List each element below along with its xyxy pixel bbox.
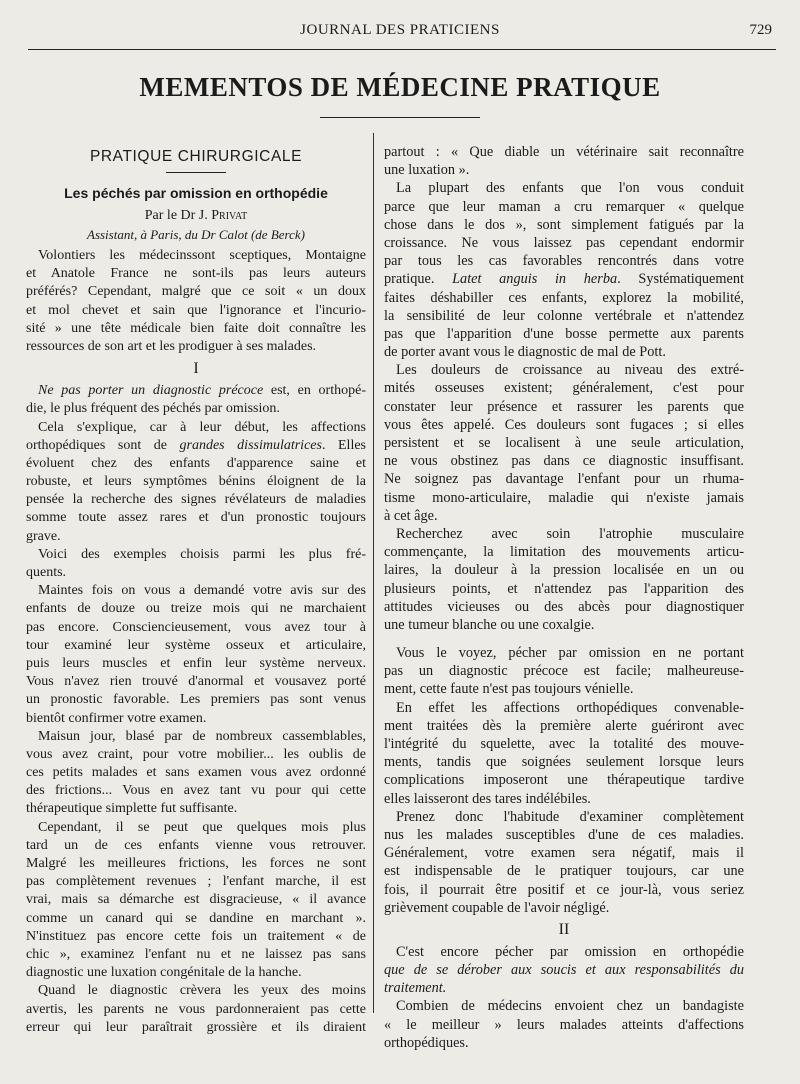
text-line: pas complètement revenues ; l'enfant marche, il est <box>26 874 366 890</box>
header-rule <box>28 49 776 50</box>
text-line: vrai, mais sa démarche est disgracieuse, « il avance <box>26 892 366 908</box>
text-line: fois, il pourrait être positif et ce jour-là, vous seriez <box>384 881 744 898</box>
text-line: bientôt confirmer votre examen. <box>26 710 207 726</box>
text-line: évoluent chez des enfants d'apparence saine et <box>26 455 366 471</box>
section-numeral: II <box>558 920 570 938</box>
section-heading: PRATIQUE CHIRURGICALE <box>89 148 303 165</box>
section-rule <box>166 172 226 173</box>
text-line: grièvement coupable de l'avoir négligé. <box>384 899 610 916</box>
paragraph <box>384 361 744 525</box>
paragraph <box>384 699 744 808</box>
text-line: commençante, la limitation des mouvements articu- <box>384 544 744 561</box>
text-line: préférés? Cependant, malgré que ce soit « un doux <box>26 284 366 300</box>
author-affiliation: Assistant, à Paris, du Dr Calot (de Berck) <box>87 227 305 242</box>
paragraph <box>26 982 366 1037</box>
text-line: Généralement, votre examen sera négatif, mais il <box>384 845 744 862</box>
text-line: et mol chevet et sain que l'ignorance et l'incurio- <box>26 302 366 318</box>
text-line: constater leur présence et rassurer les parents que <box>384 398 744 415</box>
page-title: MEMENTOS DE MÉDECINE PRATIQUE <box>139 72 661 102</box>
emphasis-line: que de se dérober aux soucis et aux responsabilités du <box>384 962 744 979</box>
text-line: Volontiers les médecinssont sceptiques, Montaigne <box>38 248 366 263</box>
text-line: pas encore. Consciencieusement, vous avez tour à <box>26 619 366 635</box>
text-line: partout : « Que diable un vétérinaire sait reconnaître <box>384 144 744 160</box>
right-column <box>384 143 744 1052</box>
text-line: tisme mono-articulaire, maladie qui n'existe jamais <box>384 489 744 506</box>
text-line: par tous les cas favorables rencontrés dans votre <box>384 253 744 270</box>
text-line: die, le plus fréquent des péchés par omission. <box>26 401 280 417</box>
left-column <box>26 140 366 1037</box>
text-line: chic », examinez l'enfant nu et ne laissez pas sans <box>26 946 366 962</box>
emphasis: grandes dissimulatrices <box>179 437 322 453</box>
text-line: grave. <box>26 528 61 544</box>
text-line: une luxation ». <box>384 162 470 179</box>
text-run: . Elles <box>321 437 366 453</box>
text-line: vous êtes appelé. Ces douleurs sont fugaces ; si elles <box>384 416 744 433</box>
paragraph <box>26 382 366 418</box>
text-line: de porter avant vous le diagnostic de mal de Pott. <box>384 344 666 361</box>
text-line: Prenez donc l'habitude d'examiner complètement <box>396 808 744 825</box>
paragraph <box>384 143 744 179</box>
text-line: ne vous obstinez pas dans ce diagnostic insuffisant. <box>384 453 744 470</box>
text-line: robuste, et leurs symptômes bénins éloignent de la <box>26 474 366 490</box>
paragraph <box>384 525 744 634</box>
text-line: Cependant, il se peut que quelques mois plus <box>38 819 366 835</box>
text-run: orthopédiques sont de <box>26 437 180 453</box>
text-line: l'intégrité du squelette, avec la totalité des mouve- <box>384 736 744 752</box>
text-line: Recherchez avec soin l'atrophie musculaire <box>396 525 744 542</box>
text-line: ressources de son art et les prodiguer à ses malades. <box>26 338 317 354</box>
text-line: parce que leur maman a cru remarquer « quelque <box>384 198 744 215</box>
text-line: complications imposeront une thérapeutique tardive <box>384 772 744 789</box>
text-line: Vous le voyez, pécher par omission en ne portant <box>396 645 744 662</box>
text-line: pensée la recherche des signes révélateurs de maladies <box>26 492 366 508</box>
text-line: Maintes fois on vous a demandé votre avis sur des <box>38 583 366 599</box>
paragraph <box>384 179 744 361</box>
section-numeral: I <box>193 360 199 378</box>
text-line: ment traitées dès la première alerte guériront avec <box>384 717 744 734</box>
paragraph-gap <box>384 634 744 644</box>
text-line: et Anatole France ne sont-ils pas leurs auteurs <box>26 266 366 282</box>
paragraph <box>384 943 744 998</box>
paragraph <box>384 997 744 1052</box>
text-line: « le meilleur » leurs malades atteints d'affections <box>384 1016 744 1033</box>
text-line: vous avez craint, pour votre mobilier... les oublis de <box>26 746 366 762</box>
page-number: 729 <box>749 22 772 38</box>
text-line: ments, tandis que soignées seulement lorsque leurs <box>384 754 744 771</box>
text-line: un pronostic favorable. Les premiers pas sont venus <box>26 692 366 708</box>
text-line: N'instituez pas encore cette fois un traitement « de <box>26 928 366 944</box>
text-line: La plupart des enfants que l'on vous conduit <box>396 180 744 197</box>
text-line: ment, cette faute n'est pas toujours vénielle. <box>384 681 634 698</box>
text-line: Maisun jour, blasé par de nombreux cassemblables, <box>38 728 366 744</box>
text-line: comme un canard qui se dandine en marchant ». <box>26 910 366 926</box>
text-line: pas un diagnostic précoce est facile; malheureuse- <box>384 663 744 680</box>
text-line: quents. <box>26 565 67 580</box>
paragraph <box>26 728 366 819</box>
title-rule <box>320 117 480 118</box>
text-line: chose dans le dos », sont simplement fatigués par la <box>384 216 744 233</box>
text-run: pratique. <box>384 271 453 288</box>
text-line: tour examiné leur système osseux et articulaire, <box>26 637 366 653</box>
text-line: pas que l'apparition d'une bosse permette aux parents <box>384 325 744 342</box>
paragraph <box>26 546 366 582</box>
text-line: nus les malades susceptibles d'une de ces maladies. <box>384 826 744 843</box>
text-line: des frictions... Vous en avez tant vu pour qui cette <box>26 783 366 799</box>
paragraph <box>26 819 366 983</box>
text-line: Voici des exemples choisis parmi les plus fré- <box>38 546 366 562</box>
text-line <box>384 270 744 288</box>
paragraph <box>26 247 366 356</box>
text-line: attitudes vicieuses ou des abcès pour diagnostiquer <box>384 598 744 615</box>
text-line: croissance. Ne vous laissez pas cependant endormir <box>384 234 744 251</box>
paragraph <box>384 808 744 917</box>
text-line: Combien de médecins envoient chez un bandagiste <box>396 998 744 1015</box>
running-head <box>28 22 772 44</box>
text-line: C'est encore pécher par omission en orthopédie <box>396 943 744 960</box>
text-line: Malgré les meilleures frictions, les forces ne sont <box>26 856 366 871</box>
text-line: mités osseuses existent; généralement, c'est pour <box>384 380 744 397</box>
text-line: enfants de douze ou treize mois qui ne marchaient <box>26 601 366 617</box>
text-line: est indispensable de le pratiquer toujours, car une <box>384 863 744 880</box>
text-run: . Systématiquement <box>617 271 744 288</box>
article-title: Les péchés par omission en orthopédie <box>64 185 328 201</box>
text-line: diagnostic une luxation congénitale de la hanche. <box>26 965 302 981</box>
text-line: Ne soignez pas davantage l'enfant pour un rhuma- <box>384 471 744 488</box>
text-line: somme toute assez rares et d'un pronostic toujours <box>26 510 366 526</box>
emphasis-line: traitement. <box>384 980 447 997</box>
text-line: avertis, les parents ne vous pardonneraient pas cette <box>26 1001 366 1017</box>
text-line: sité » une tête médicale bien faite doit connaître les <box>26 320 366 336</box>
emphasis: Latet anguis in herba <box>452 271 618 288</box>
column-divider <box>373 133 374 1013</box>
text-line: thérapeutique simplette fut suffisante. <box>26 801 238 817</box>
text-line <box>26 382 366 400</box>
emphasis: Ne pas porter un diagnostic précoce <box>38 383 264 399</box>
text-line: Cela s'explique, car à leur début, les affections <box>38 419 366 435</box>
text-line: tard un de ces enfants vienne vous retrouver. <box>26 837 366 853</box>
text-line: orthopédiques. <box>384 1034 469 1051</box>
author-name: Privat <box>211 208 248 223</box>
text-line: elles laisseront des tares indélébiles. <box>384 790 591 807</box>
journal-name: JOURNAL DES PRATICIENS <box>300 22 500 38</box>
text-line: En effet les affections orthopédiques convenable- <box>396 699 744 716</box>
text-line: persistent et se localisent à une seule articulation, <box>384 435 744 451</box>
text-line: faites déshabiller ces enfants, explorez la mobilité, <box>384 289 744 306</box>
text-line: puis leurs muscles et enfin leur système nerveux. <box>26 655 366 671</box>
text-line: ces petits malades et sans examen vous avez ordonné <box>26 765 366 781</box>
text-line: plusieurs points, et n'attendez pas l'apparition des <box>384 580 744 597</box>
text-line <box>26 437 366 455</box>
text-line: erreur qui leur paraîtrait grossière et ils diraient <box>26 1019 366 1035</box>
paragraph <box>26 419 366 546</box>
text-line: une tumeur blanche ou une coxalgie. <box>384 616 595 633</box>
byline-prefix: Par le Dr J. <box>144 208 208 223</box>
text-line: Les douleurs de croissance au niveau des extré- <box>396 362 744 379</box>
text-line: Vous n'avez rien trouvé d'anormal et vousavez porté <box>26 674 366 690</box>
text-line: laires, la douleur à la pression localisée en un ou <box>384 562 744 579</box>
text-line: Quand le diagnostic crèvera les yeux des moins <box>38 983 366 999</box>
text-line: la sensibilité de leur colonne vertébrale et n'attendez <box>384 307 744 324</box>
paragraph <box>384 644 744 699</box>
byline <box>26 208 366 227</box>
text-run: est, en orthopé- <box>263 383 366 399</box>
text-line: à cet âge. <box>384 507 438 524</box>
paragraph <box>26 582 366 728</box>
